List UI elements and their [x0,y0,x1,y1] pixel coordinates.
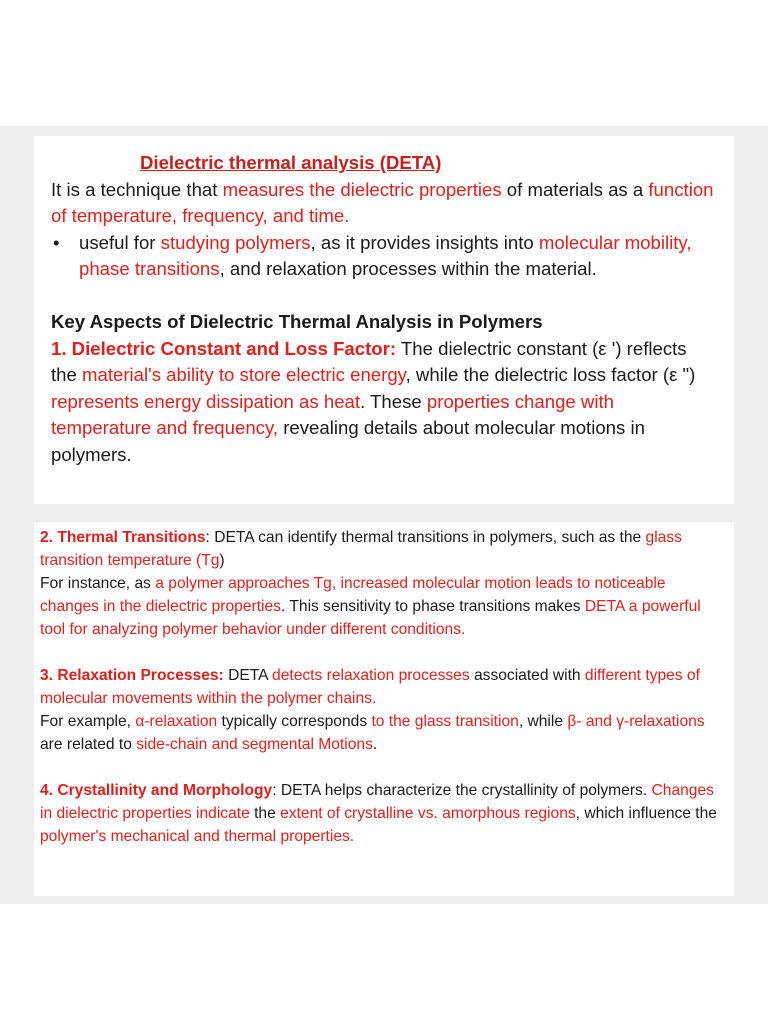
bullet-highlight-2: molecular mobility, phase transitions [79,231,692,280]
item2-text-4: . This sensitivity to phase transitions makes [280,598,585,615]
item4-highlight-3: polymer's mechanical and thermal properties. [40,828,355,845]
bullet-text-1: useful for [79,231,161,253]
bullet-icon: • [53,231,60,253]
spacer [40,756,724,779]
bullet-item [51,230,716,283]
item2-text-2: ) [219,552,225,569]
item3-text-4: typically corresponds [217,713,372,730]
item3-highlight-4: to the glass transition [371,713,519,730]
item2-highlight-1: glass transition temperature (Tg [40,529,682,569]
item3-text-6: are related to [40,736,137,753]
item1-text-3: . These [360,390,427,412]
item3-text-7: . [372,736,378,753]
intro-paragraph [51,177,716,230]
key-aspects-heading: Key Aspects of Dielectric Thermal Analysis in Polymers [51,310,543,332]
item1-text-1: The dielectric constant (ε ') reflects the [51,337,687,386]
item4-paragraph [40,779,724,848]
item1-highlight-1: material's ability to store electric energy [82,364,406,386]
item2-highlight-3: DETA a powerful tool for analyzing polymer behavior under different conditions. [40,598,701,638]
item2-heading: 2. Thermal Transitions [40,529,206,546]
spacer [51,283,716,309]
spacer [40,641,724,664]
item2-paragraph [40,526,724,641]
item2-highlight-2: a polymer approaches Tg, increased molecular motion leads to noticeable changes in the dielectric properties [40,575,666,615]
intro-highlight-2: function of temperature, frequency, and time. [51,178,714,227]
item3-text-2: associated with [469,667,585,684]
intro-text-1: It is a technique that [51,178,223,200]
item4-text-2: the [249,805,281,822]
bullet-text-2: , as it provides insights into [310,231,539,253]
item3-text-3: For example, [40,713,136,730]
item3-heading: 3. Relaxation Processes: [40,667,224,684]
item3-highlight-2: different types of molecular movements within the polymer chains. [40,667,700,707]
page-title: Dielectric thermal analysis (DETA) [140,152,442,173]
item3-highlight-6: side-chain and segmental Motions [136,736,373,753]
deta-intro-card [34,136,734,504]
item1-highlight-2: represents energy dissipation as heat [51,390,361,412]
item3-highlight-3: α-relaxation [135,713,218,730]
item4-text-1: : DETA helps characterize the crystallinity of polymers. [272,782,652,799]
item1-highlight-3: properties change with temperature and frequency, [51,390,614,439]
item2-text-1: : DETA can identify thermal transitions in polymers, such as the [205,529,646,546]
item4-highlight-1: Changes in dielectric properties indicate [40,782,714,822]
item4-heading: 4. Crystallinity and Morphology [40,782,273,799]
item1-text-2: , while the dielectric loss factor (ε ") [405,364,696,386]
item3-highlight-5: β- and γ-relaxations [567,713,705,730]
item1-heading: 1. Dielectric Constant and Loss Factor: [51,337,397,359]
item4-text-3: , which influence the [575,805,717,822]
item1-text-4: revealing details about molecular motions in polymers. [51,417,645,465]
item4-highlight-2: extent of crystalline vs. amorphous regions [280,805,576,822]
item3-text-5: , while [518,713,568,730]
intro-text-2: of materials as a [501,178,649,200]
bullet-highlight-1: studying polymers [160,231,311,253]
item1-paragraph [51,336,716,469]
item3-paragraph [40,664,724,756]
item2-text-3: For instance, as [40,575,156,592]
bullet-text-3: , and relaxation processes within the material. [219,258,597,280]
bullet-text [79,230,716,283]
intro-highlight-1: measures the dielectric properties [222,178,502,200]
item3-highlight-1: detects relaxation processes [272,667,470,684]
item3-text-1: DETA [223,667,273,684]
deta-details-card [34,522,734,896]
